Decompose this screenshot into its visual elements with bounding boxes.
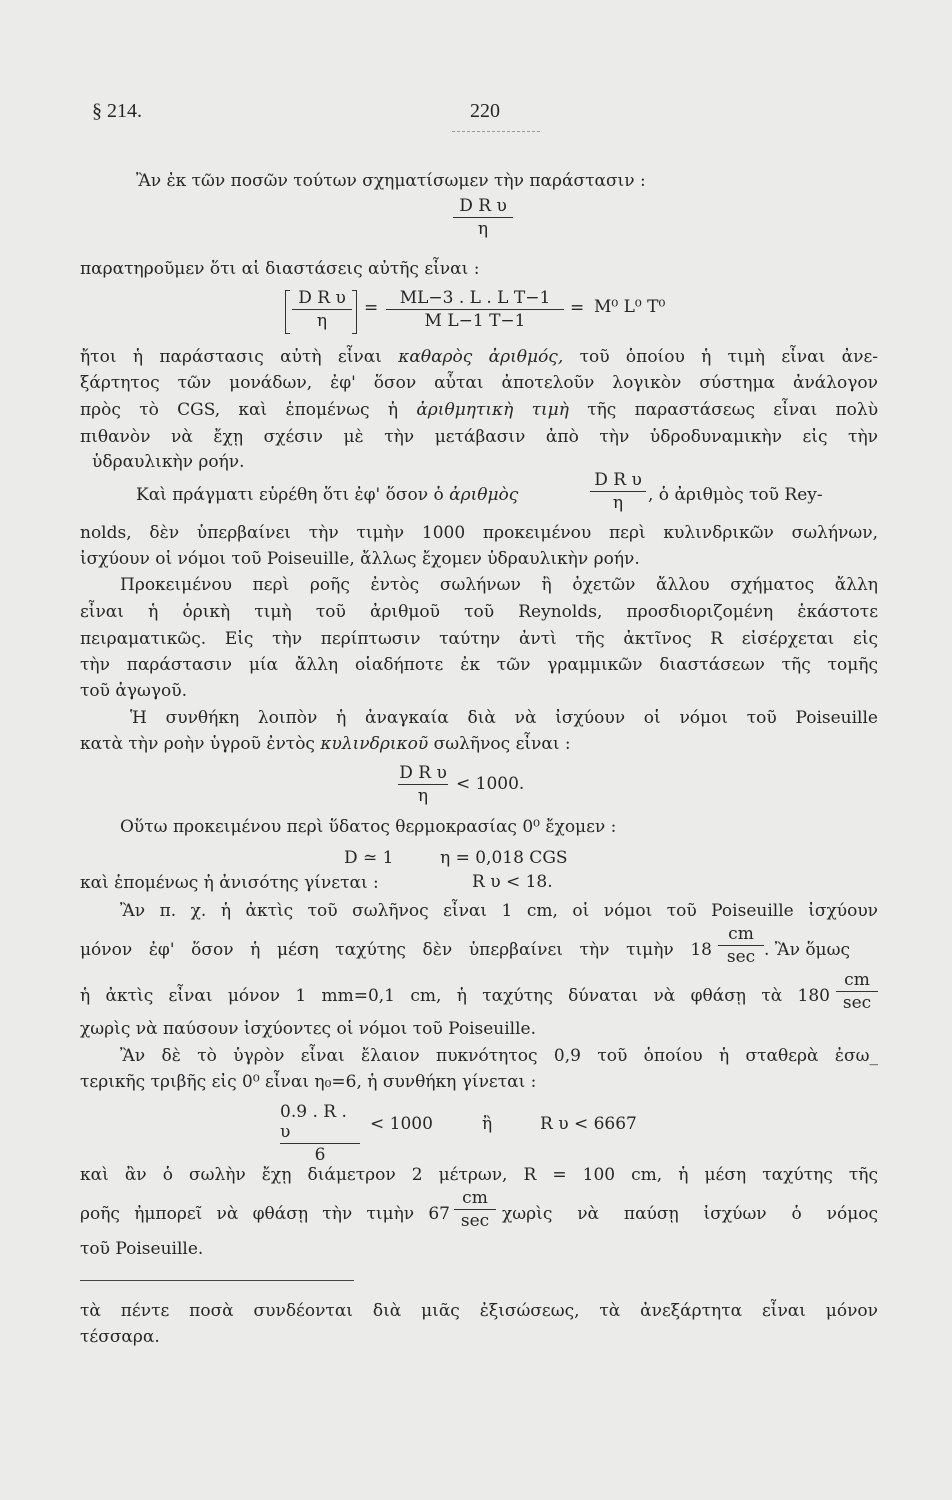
- fraction-denominator: M L−1 T−1: [424, 311, 526, 331]
- text-line: παρατηροῦμεν ὅτι αἱ διαστάσεις αὐτῆς εἶναι :: [80, 259, 480, 279]
- text-line: [80, 733, 878, 755]
- text-span: τοῦ ὁποίου ἡ τιμὴ εἶναι ἀνε-: [579, 347, 878, 367]
- fraction-bar: [398, 784, 448, 785]
- viscosity-value: η = 0,018 CGS: [440, 848, 568, 868]
- fraction-denominator: η: [417, 786, 429, 806]
- text-line: ροῆς ἠμπορεῖ νὰ φθάσῃ τὴν τιμὴν 67: [80, 1204, 450, 1224]
- dimension-fraction: [386, 288, 564, 331]
- fraction-numerator: D R υ: [459, 196, 507, 216]
- text-line: τοῦ Poiseuille.: [80, 1239, 204, 1259]
- fraction-bar: [718, 945, 764, 946]
- inequality-result: R υ < 18.: [472, 872, 553, 892]
- fraction-numerator: D R υ: [594, 470, 642, 490]
- text-span: πρὸς τὸ CGS, καὶ ἑπομένως ἡ: [80, 400, 399, 420]
- footnote-line: τὰ πέντε ποσὰ συνδέονται διὰ μιᾶς ἐξισώσεως, τὰ ἀνεξάρτητα εἶναι μόνον: [80, 1301, 878, 1321]
- text-line: καὶ ἂν ὁ σωλὴν ἔχῃ διάμετρον 2 μέτρων, R = 100 cm, ἡ μέση ταχύτης τῆς: [80, 1165, 878, 1185]
- fraction-numerator: D R υ: [298, 288, 346, 308]
- footnote-separator: [80, 1280, 354, 1281]
- fraction-bar: [590, 491, 646, 492]
- fraction-numerator: cm: [844, 970, 870, 990]
- text-line: [136, 485, 518, 505]
- fraction-denominator: 6: [314, 1145, 326, 1165]
- dimensionless-result: M⁰ L⁰ T⁰: [594, 297, 666, 317]
- fraction-denominator: η: [612, 493, 624, 513]
- text-span: Καὶ πράγματι εὑρέθη ὅτι ἐφ' ὅσον ὁ: [136, 485, 444, 505]
- fraction-denominator: sec: [842, 993, 872, 1013]
- text-line: ξάρτητος τῶν μονάδων, ἐφ' ὅσον αὗται ἀποτελοῦν λογικὸν σύστημα ἀνάλογον: [80, 373, 878, 393]
- text-line: τερικῆς τριβῆς εἰς 0⁰ εἶναι η₀=6, ἡ συνθήκη γίνεται :: [80, 1072, 537, 1092]
- fraction-cm-sec: [454, 1188, 496, 1231]
- text-line: εἶναι ἡ ὁρικὴ τιμὴ τοῦ ἀριθμοῦ τοῦ Reynolds, προσδιοριζομένη ἑκάστοτε: [80, 602, 878, 622]
- italic-term: ἀριθμὸς: [449, 485, 519, 505]
- fraction-oil: [280, 1102, 360, 1165]
- equals-sign: =: [570, 298, 585, 318]
- italic-term: ἀριθμητικὴ τιμὴ: [416, 400, 569, 420]
- fraction-bar: [280, 1143, 360, 1144]
- text-line: Προκειμένου περὶ ροῆς ἐντὸς σωλήνων ἢ ὀχετῶν ἄλλου σχήματος ἄλλη: [120, 575, 878, 595]
- text-line-end: . Ἂν ὅμως: [764, 940, 850, 960]
- fraction-bar: [453, 217, 513, 218]
- fraction-numerator: D R υ: [399, 763, 447, 783]
- equals-sign: =: [364, 298, 379, 318]
- text-line: ἡ ἀκτὶς εἶναι μόνον 1 mm=0,1 cm, ἡ ταχύτης δύναται νὰ φθάσῃ τὰ 180: [80, 986, 830, 1006]
- fraction-numerator: ML−3 . L . L T−1: [399, 288, 551, 308]
- text-span: ἤτοι ἡ παράστασις αὐτὴ εἶναι: [80, 347, 382, 367]
- italic-term: κυλινδρικοῦ: [320, 734, 429, 754]
- fraction-numerator: cm: [728, 924, 754, 944]
- inequality-rhs: < 1000.: [456, 774, 525, 794]
- bracket-right: [352, 290, 357, 334]
- text-span: σωλῆνος εἶναι :: [433, 734, 571, 754]
- fraction-bar: [836, 991, 878, 992]
- text-line: ὑδραυλικὴν ροήν.: [92, 452, 245, 472]
- fraction-numerator: cm: [462, 1188, 488, 1208]
- text-span: κατὰ τὴν ροὴν ὑγροῦ ἐντὸς: [80, 734, 315, 754]
- dimension-lhs-fraction: [292, 288, 352, 331]
- fraction-condition: [398, 763, 448, 806]
- text-line: [80, 346, 878, 368]
- page-number: 220: [470, 100, 500, 122]
- text-line: Ἂν π. χ. ἡ ἀκτὶς τοῦ σωλῆνος εἶναι 1 cm, οἱ νόμοι τοῦ Poiseuille ἰσχύουν: [120, 901, 878, 921]
- bracket-left: [285, 290, 290, 334]
- section-number: § 214.: [92, 100, 142, 122]
- text-line: τὴν παράστασιν μία ἄλλη οἱαδήποτε ἐκ τῶν γραμμικῶν διαστάσεων τῆς τομῆς: [80, 655, 878, 675]
- text-span: τῆς παραστάσεως εἶναι πολὺ: [587, 400, 879, 420]
- text-line: χωρὶς νὰ παύσουν ἰσχύοντες οἱ νόμοι τοῦ Poiseuille.: [80, 1019, 537, 1039]
- text-line: χωρὶς νὰ παύσῃ ἰσχύων ὁ νόμος: [502, 1204, 878, 1224]
- text-line: ἰσχύουν οἱ νόμοι τοῦ Poiseuille, ἄλλως ἔχομεν ὑδραυλικὴν ροήν.: [80, 549, 640, 569]
- fraction-reynolds-2: [590, 470, 646, 513]
- header-underline: [452, 131, 540, 132]
- fraction-bar: [386, 309, 564, 310]
- text-line: Ἡ συνθήκη λοιπὸν ἡ ἀναγκαία διὰ νὰ ἰσχύουν οἱ νόμοι τοῦ Poiseuille: [130, 708, 878, 728]
- fraction-denominator: η: [477, 219, 489, 239]
- text-line: καὶ ἑπομένως ἡ ἀνισότης γίνεται :: [80, 873, 379, 893]
- italic-term: καθαρὸς ἀριθμός,: [398, 347, 564, 367]
- text-line: πειραματικῶς. Εἰς τὴν περίπτωσιν ταύτην ἀντὶ τῆς ἀκτῖνος R εἰσέρχεται εἰς: [80, 629, 878, 649]
- text-line-end: , ὁ ἀριθμὸς τοῦ Rey-: [648, 485, 823, 505]
- text-line: nolds, δὲν ὑπερβαίνει τὴν τιμὴν 1000 προκειμένου περὶ κυλινδρικῶν σωλήνων,: [80, 523, 878, 543]
- text-line: [80, 399, 878, 421]
- text-line: Ἂν δὲ τὸ ὑγρὸν εἶναι ἔλαιον πυκνότητος 0,9 τοῦ ὁποίου ἡ σταθερὰ ἐσω_: [120, 1046, 878, 1066]
- footnote-line: τέσσαρα.: [80, 1327, 160, 1347]
- fraction-reynolds: [453, 196, 513, 239]
- text-line: πιθανὸν νὰ ἔχῃ σχέσιν μὲ τὴν μετάβασιν ἀπὸ τὴν ὑδροδυναμικὴν εἰς τὴν: [80, 427, 878, 447]
- text-line: μόνον ἐφ' ὅσον ἡ μέση ταχύτης δὲν ὑπερβαίνει τὴν τιμὴν 18: [80, 940, 712, 960]
- fraction-cm-sec: [836, 970, 878, 1013]
- or-word: ἢ: [482, 1114, 493, 1134]
- fraction-numerator: 0.9 . R . υ: [280, 1102, 347, 1142]
- fraction-cm-sec: [718, 924, 764, 967]
- fraction-denominator: η: [316, 311, 328, 331]
- text-line: τοῦ ἀγωγοῦ.: [80, 681, 188, 701]
- fraction-bar: [454, 1209, 496, 1210]
- fraction-denominator: sec: [726, 947, 756, 967]
- text-line: Οὕτω προκειμένου περὶ ὕδατος θερμοκρασίας 0⁰ ἔχομεν :: [120, 817, 617, 837]
- fraction-bar: [292, 309, 352, 310]
- text-line: Ἂν ἐκ τῶν ποσῶν τούτων σχηματίσωμεν τὴν παράστασιν :: [136, 171, 646, 191]
- inequality-alt: R υ < 6667: [540, 1114, 637, 1134]
- inequality-rhs: < 1000: [370, 1114, 433, 1134]
- fraction-denominator: sec: [460, 1211, 490, 1231]
- density-value: D ≃ 1: [344, 848, 394, 868]
